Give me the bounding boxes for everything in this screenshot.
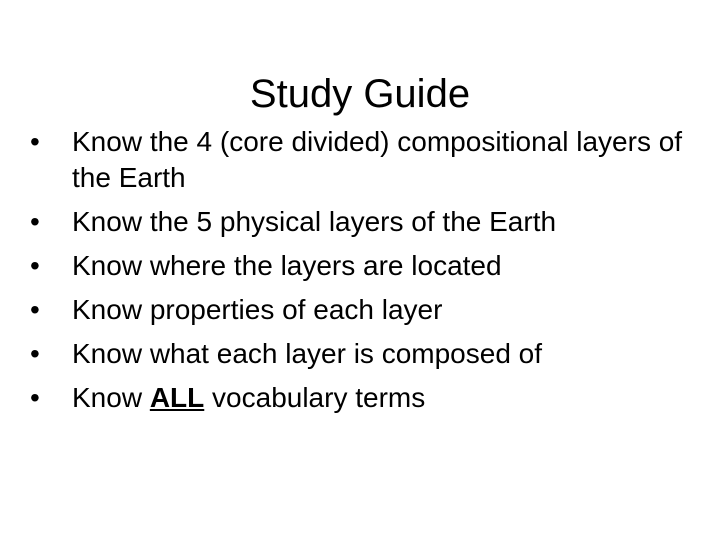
bullet-text: Know the 5 physical layers of the Earth <box>72 206 557 237</box>
bullet-item <box>30 248 690 284</box>
bullet-item <box>30 380 690 416</box>
bullet-text: Know properties of each layer <box>72 294 443 325</box>
bullet-icon: • <box>30 250 40 281</box>
bullet-text: Know what each layer is composed of <box>72 338 543 369</box>
bullet-item <box>30 292 690 328</box>
bullet-list <box>30 124 690 424</box>
bullet-icon: • <box>30 126 40 157</box>
bullet-item <box>30 124 690 196</box>
bullet-text-prefix: Know <box>72 382 150 413</box>
bullet-text <box>72 382 425 413</box>
bullet-text: Know where the layers are located <box>72 250 502 281</box>
slide-title: Study Guide <box>249 72 471 116</box>
bullet-icon: • <box>30 338 40 369</box>
bullet-icon: • <box>30 206 40 237</box>
bullet-text-emphasis: ALL <box>149 382 205 413</box>
bullet-icon: • <box>30 294 40 325</box>
bullet-item <box>30 204 690 240</box>
bullet-item <box>30 336 690 372</box>
bullet-text-suffix: vocabulary terms <box>204 382 426 413</box>
bullet-text: Know the 4 (core divided) compositional layers of the Earth <box>72 126 683 193</box>
bullet-icon: • <box>30 382 40 413</box>
